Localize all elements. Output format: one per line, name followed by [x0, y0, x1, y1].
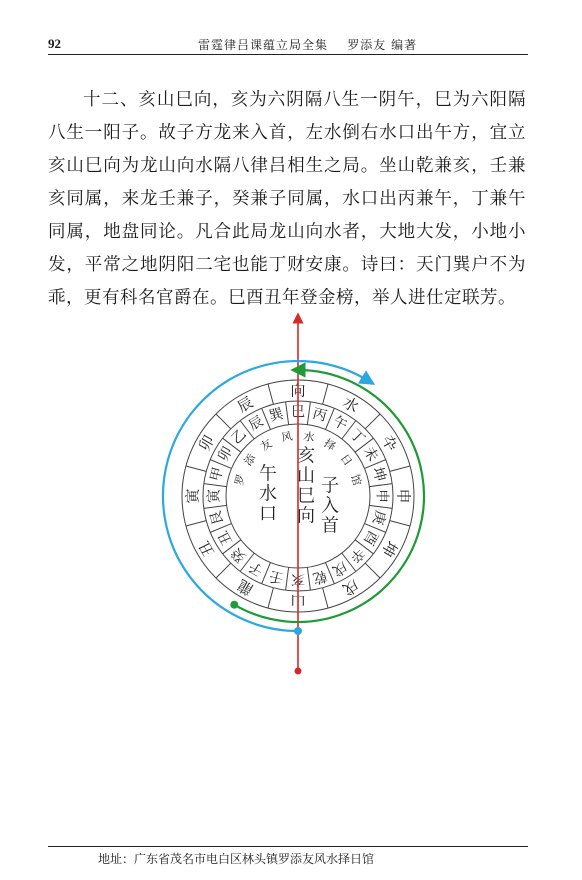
footer-address: 地址：广东省茂名市电白区林头镇罗添友风水择日馆 [98, 852, 375, 866]
inner-ring-char: 巽 [267, 405, 286, 425]
inner-ring-char: 未 [359, 444, 381, 465]
book-title: 雷霆律吕课蕴立局全集 [198, 38, 329, 52]
page-number: 92 [48, 36, 61, 51]
inner-ring-char: 午 [329, 413, 350, 435]
outer-ring-char: 向 [290, 381, 306, 400]
outer-divider [323, 588, 328, 608]
center-right-char: 山 [297, 465, 315, 487]
outer-ring-char: 山 [290, 592, 306, 611]
inner-divider [369, 505, 392, 508]
center-ring-char: 日 [337, 451, 355, 469]
outer-ring-char: 丑 [195, 537, 219, 560]
inner-ring-char: 乙 [228, 426, 250, 448]
inner-ring-char: 甲 [207, 465, 227, 484]
outer-divider [216, 414, 231, 429]
center-ring-char: 添 [241, 451, 259, 469]
inner-ring-char: 酉 [359, 527, 381, 548]
inner-ring-char: 寅 [206, 489, 223, 503]
outer-ring-char: 龍 [234, 575, 257, 599]
main-text [48, 84, 526, 315]
outer-ring-char: 卯 [195, 432, 219, 455]
inner-divider [204, 484, 227, 487]
center-left-char: 口 [259, 503, 277, 525]
outer-divider [268, 588, 273, 608]
outer-divider [216, 563, 231, 578]
inner-ring-char: 辰 [246, 413, 267, 435]
outer-divider [186, 466, 206, 471]
inner-divider [204, 505, 227, 508]
outer-ring-char: 寅 [183, 488, 202, 504]
center-right-char: 巳 [297, 485, 315, 507]
center-right-char: 亥 [297, 445, 315, 467]
outer-divider [365, 414, 380, 429]
header-rule [48, 54, 528, 55]
outer-ring-char: 辰 [234, 393, 257, 417]
center-text [259, 446, 339, 537]
inner-ring-char: 丁 [346, 426, 368, 448]
dragon-dot [230, 601, 238, 609]
center-ring-char: 风 [280, 429, 294, 445]
axis-dot [295, 668, 302, 675]
center-ring-char: 择 [321, 436, 338, 454]
center-mid-char: 入 [321, 495, 339, 517]
water-dot [294, 627, 302, 635]
footer-rule [48, 846, 528, 847]
inner-ring-char: 丑 [215, 527, 237, 548]
outer-divider [268, 384, 273, 404]
inner-ring-char: 申 [373, 489, 390, 503]
center-left-char: 水 [259, 483, 277, 505]
inner-divider [369, 484, 392, 487]
center-right-char: 向 [297, 505, 315, 527]
outer-ring-char: 水 [339, 393, 362, 417]
center-ring-char: 友 [258, 436, 275, 454]
page-header [48, 36, 528, 52]
outer-divider [365, 563, 380, 578]
inner-ring-char: 亥 [291, 571, 305, 588]
inner-ring-char: 戌 [329, 557, 350, 579]
outer-ring-char: 戌 [339, 575, 362, 599]
inner-ring-char: 乾 [310, 567, 329, 587]
inner-ring-char: 巳 [291, 404, 305, 421]
inner-ring-char: 癸 [228, 544, 250, 566]
book-author: 罗添友 编著 [347, 38, 418, 52]
inner-divider [286, 567, 289, 590]
center-left-char: 午 [259, 463, 277, 485]
outer-ring-char: 卆 [377, 432, 401, 455]
inner-ring-char: 子 [246, 557, 267, 579]
inner-divider [286, 402, 289, 425]
inner-ring-char: 坤 [369, 465, 389, 484]
outer-divider [323, 384, 328, 404]
inner-ring-char: 艮 [207, 508, 227, 527]
inner-ring-char: 庚 [369, 508, 389, 527]
running-title [198, 36, 417, 53]
inner-ring-char: 卯 [215, 444, 237, 465]
paragraph: 十二、亥山巳向，亥为六阴隔八生一阴午，巳为六阳隔八生一阳子。故子方龙来入首，左水倒右水口出午方，宜立亥山巳向为龙山向水隔八律吕相生之局。坐山乾兼亥，壬兼亥同属，来龙壬兼子，癸兼子同属，水口出丙兼午，丁兼午同属，地盘同论。凡合此局龙山向水者，大地大发，小地小发，平常之地阴阳二宅也能丁财安康。诗曰：天门巽户不为乖，更有科名官爵在。巳酉丑年登金榜，举人进仕定联芳。 [48, 90, 526, 308]
inner-ring-char: 丙 [310, 405, 329, 425]
outer-divider [390, 521, 410, 526]
center-ring-char: 馆 [348, 472, 364, 487]
inner-ring-char: 辛 [346, 544, 368, 566]
outer-ring-char: 申 [394, 488, 413, 504]
outer-divider [390, 466, 410, 471]
compass-diagram [0, 310, 582, 690]
outer-ring-char: 坤 [377, 537, 401, 560]
inner-divider [307, 402, 310, 425]
center-mid-char: 子 [321, 475, 339, 497]
inner-ring-char: 壬 [267, 567, 286, 587]
center-ring-char: 水 [302, 429, 316, 445]
center-mid-char: 首 [321, 515, 339, 537]
outer-divider [186, 521, 206, 526]
inner-divider [307, 567, 310, 590]
center-ring-char: 罗 [232, 472, 248, 487]
